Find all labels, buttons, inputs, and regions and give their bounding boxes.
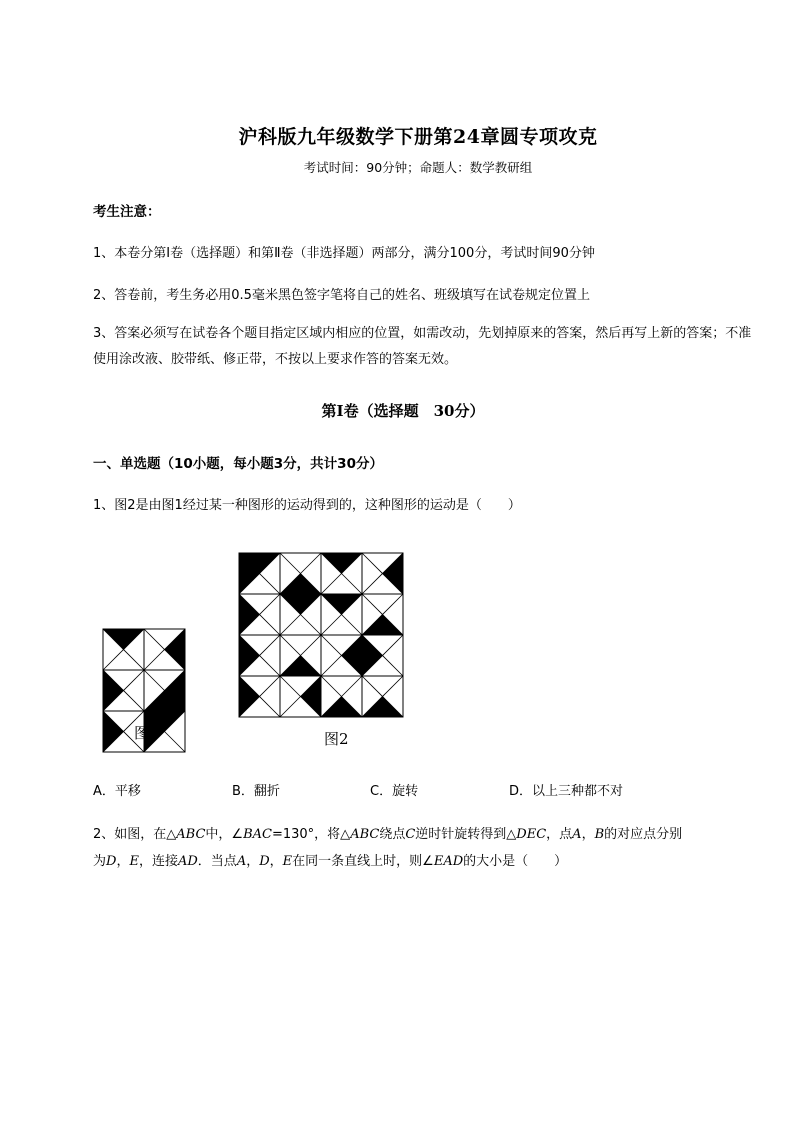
shaded-triangle <box>321 697 362 718</box>
shaded-triangle <box>239 676 260 717</box>
option-b: B．翻折 <box>232 784 280 799</box>
part-title: 一、单选题（10小题，每小题3分，共计30分） <box>93 456 383 472</box>
shaded-triangle <box>103 711 124 752</box>
shaded-triangle <box>321 594 362 615</box>
shaded-triangle <box>383 553 404 594</box>
section-title: 第I卷（选择题 30分） <box>321 402 485 420</box>
shaded-triangle <box>362 697 403 718</box>
option-c: C．旋转 <box>370 784 419 799</box>
shaded-triangle <box>239 594 260 635</box>
shaded-triangle <box>103 670 124 711</box>
shaded-triangle <box>165 629 186 670</box>
notice-item-2: 2、答卷前，考生务必用0.5毫米黑色签字笔将自己的姓名、班级填写在试卷规定位置上 <box>93 288 590 303</box>
option-a: A．平移 <box>93 784 141 799</box>
question-2-line-1: 2、如图，在△ABC中，∠BAC=130°，将△ABC绕点C逆时针旋转得到△DEC，点A，B的对应点分别 <box>93 827 683 842</box>
shaded-triangle <box>280 574 321 595</box>
notice-heading: 考生注意： <box>93 204 161 220</box>
shaded-triangle <box>321 553 362 574</box>
question-2-line-2: 为D，E，连接AD．当点A，D，E在同一条直线上时，则∠EAD的大小是（ ） <box>93 854 568 869</box>
notice-item-3: 3、答案必须写在试卷各个题目指定区域内相应的位置，如需改动，先划掉原来的答案，然后再写上新的答案；不准使用涂改液、胶带纸、修正带，不按以上要求作答的答案无效。 <box>93 326 752 367</box>
shaded-triangle <box>342 635 363 676</box>
option-d: D．以上三种都不对 <box>509 784 624 799</box>
page-title: 沪科版九年级数学下册第24章圆专项攻克 <box>238 126 598 148</box>
exam-subtitle: 考试时间：90分钟；命题人：数学教研组 <box>303 160 533 175</box>
question-1-stem: 1、图2是由图1经过某一种图形的运动得到的，这种图形的运动是（ ） <box>93 498 521 513</box>
figure-2-grid <box>238 552 404 718</box>
shaded-triangle <box>362 635 383 676</box>
shaded-triangle <box>280 594 321 615</box>
shaded-triangle <box>362 615 403 636</box>
shaded-triangle <box>301 676 322 717</box>
figure-1-grid <box>102 628 186 710</box>
shaded-triangle <box>280 656 321 677</box>
figure-1-label: 图1 <box>134 724 159 742</box>
shaded-triangle <box>239 635 260 676</box>
figure-2-label: 图2 <box>324 730 349 748</box>
shaded-triangle <box>103 629 144 650</box>
notice-item-1: 1、本卷分第I卷（选择题）和第Ⅱ卷（非选择题）两部分，满分100分，考试时间90分钟 <box>93 246 595 261</box>
